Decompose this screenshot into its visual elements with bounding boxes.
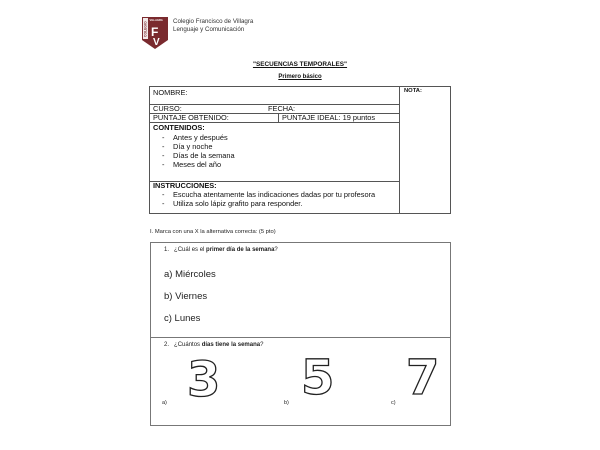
bullet-dash: -: [162, 190, 165, 199]
option-b[interactable]: b) Viernes: [164, 291, 208, 302]
option-c-label[interactable]: c): [391, 400, 396, 406]
curso-field[interactable]: CURSO:: [153, 104, 182, 113]
question-emphasis: días tiene la semana: [201, 342, 261, 348]
option-c[interactable]: c) Lunes: [164, 313, 201, 324]
bullet-dash: -: [162, 151, 165, 160]
svg-text:COLEGIO: COLEGIO: [143, 21, 148, 37]
bullet-dash: -: [162, 199, 165, 208]
question-1-box: [150, 242, 451, 338]
contenido-item: Meses del año: [173, 160, 222, 169]
option-a-number[interactable]: 3: [187, 352, 221, 408]
bullet-dash: -: [162, 160, 165, 169]
option-b-label[interactable]: b): [284, 400, 289, 406]
question-2-box: [150, 337, 451, 426]
option-a-label[interactable]: a): [162, 400, 167, 406]
school-name: Colegio Francisco de Villagra: [173, 18, 254, 25]
instruccion-item: Escucha atentamente las indicaciones dadas por tu profesora: [173, 190, 376, 199]
nombre-field[interactable]: NOMBRE:: [153, 88, 188, 97]
school-crest-icon: [141, 16, 169, 50]
option-b-number[interactable]: 5: [301, 350, 335, 406]
bullet-dash: -: [162, 133, 165, 142]
svg-text:F: F: [151, 25, 159, 39]
school-header: [173, 18, 253, 33]
question-suffix: ?: [274, 247, 278, 253]
question-prefix: ¿Cuál es el: [174, 247, 207, 253]
puntaje-obtenido-field[interactable]: PUNTAJE OBTENIDO:: [153, 113, 229, 122]
option-a[interactable]: a) Miércoles: [164, 269, 216, 280]
question-number: 2.: [164, 342, 170, 348]
svg-text:V: V: [153, 37, 160, 48]
svg-text:VILLAGRA: VILLAGRA: [149, 19, 163, 22]
question-suffix: ?: [260, 342, 264, 348]
question-prefix: ¿Cuántos: [174, 342, 202, 348]
question-2-text: [164, 342, 263, 348]
school-logo: [141, 16, 169, 50]
option-c-number[interactable]: 7: [406, 350, 440, 406]
instruccion-item: Utiliza solo lápiz grafito para responder.: [173, 199, 303, 208]
question-number: 1.: [164, 247, 170, 253]
student-info-table: [149, 86, 451, 214]
puntaje-ideal-label: PUNTAJE IDEAL: 19 puntos: [282, 113, 376, 122]
contenido-item: Días de la semana: [173, 151, 235, 160]
contenidos-heading: CONTENIDOS:: [153, 123, 205, 132]
document-subtitle: Primero básico: [278, 74, 322, 80]
section-instruction: I. Marca con una X la alternativa correcta: (5 pto): [150, 229, 276, 235]
contenido-item: Día y noche: [173, 142, 213, 151]
contenido-item: Antes y después: [173, 133, 228, 142]
question-emphasis: primer día de la semana: [206, 247, 275, 253]
nota-divider: [399, 87, 400, 214]
subject-name: Lenguaje y Comunicación: [173, 25, 245, 33]
document-title: "SECUENCIAS TEMPORALES": [252, 61, 348, 68]
nota-field[interactable]: NOTA:: [404, 88, 422, 94]
question-1-text: [164, 247, 278, 253]
bullet-dash: -: [162, 142, 165, 151]
instrucciones-heading: INSTRUCCIONES:: [153, 181, 217, 190]
fecha-field[interactable]: FECHA:: [268, 104, 296, 113]
